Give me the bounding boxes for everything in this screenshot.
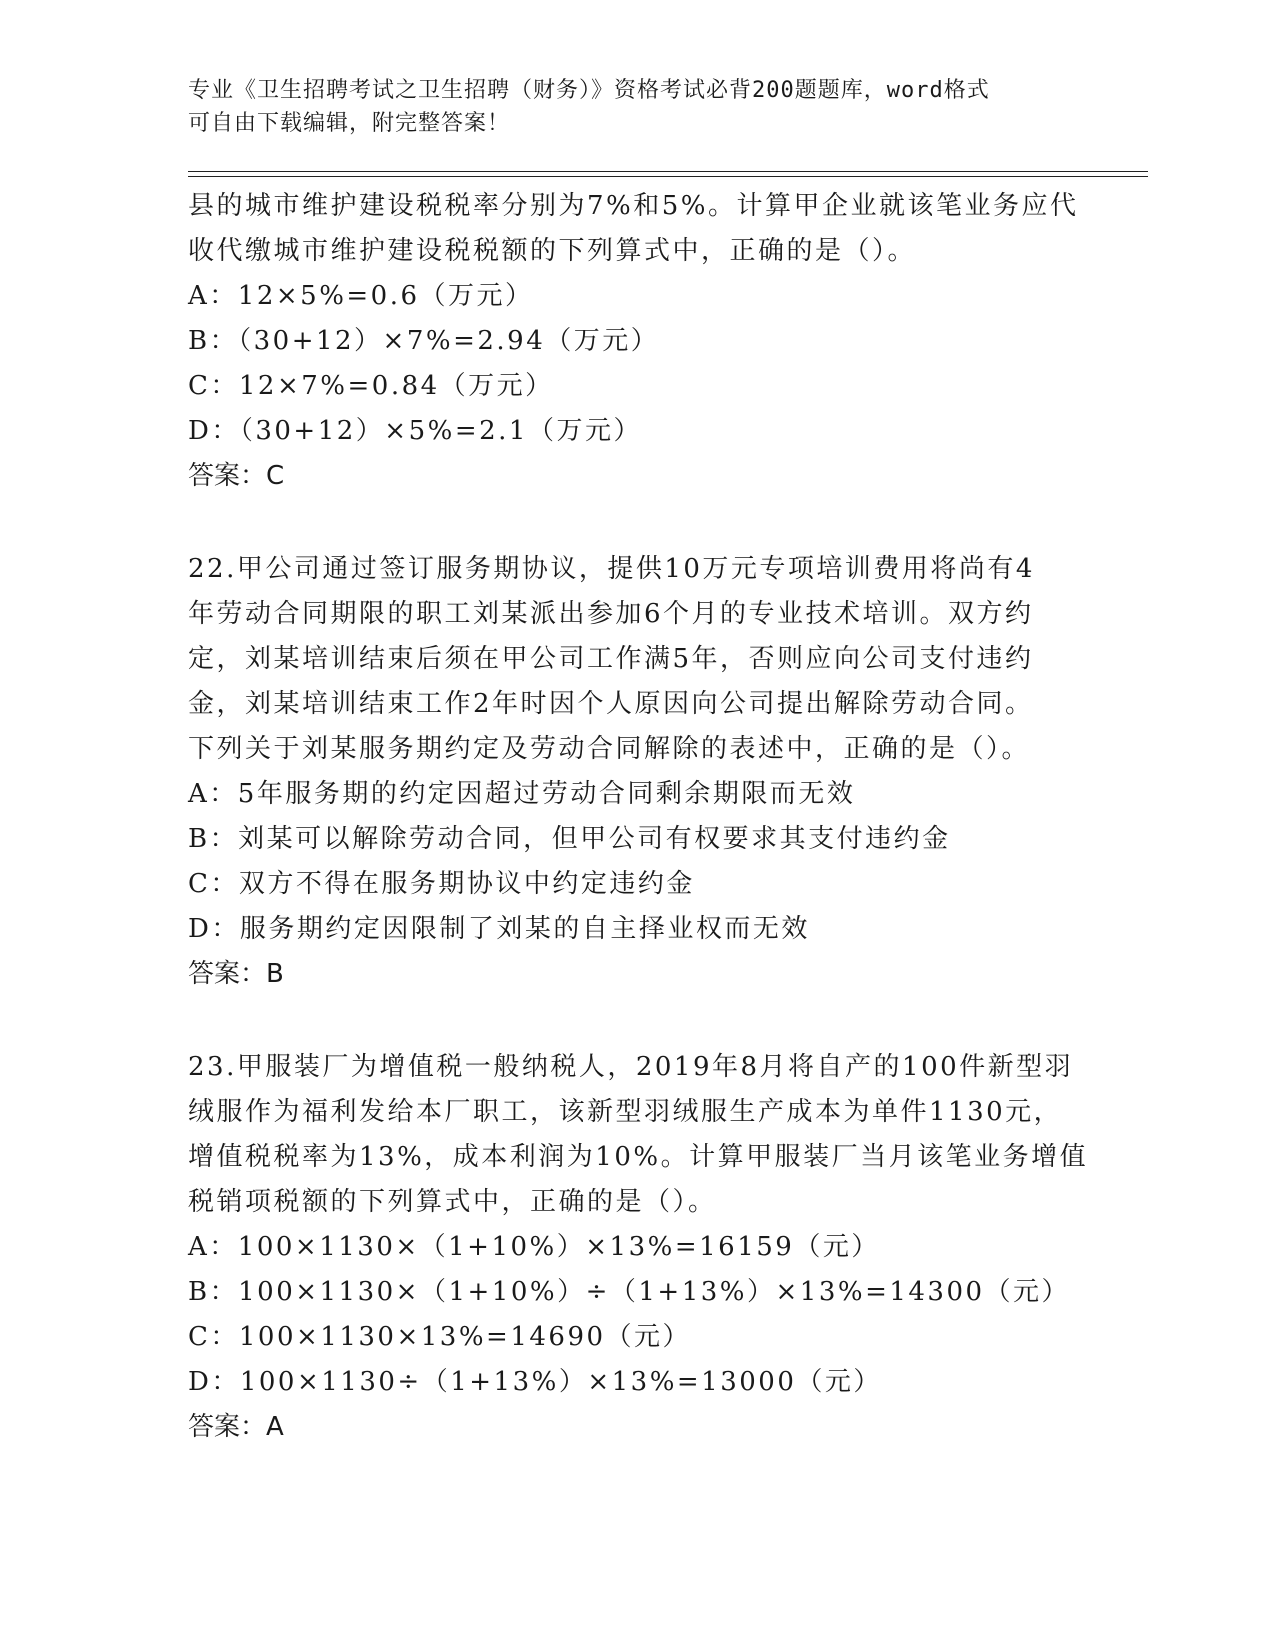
header-divider (188, 171, 1148, 172)
question-stem-line: 税销项税额的下列算式中，正确的是（）。 (188, 1187, 717, 1217)
question-block (188, 1045, 1088, 1450)
option-a: A：100×1130×（1+10%）×13%=16159（元） (188, 1232, 880, 1262)
answer-line (188, 454, 1088, 499)
question-list (188, 184, 1088, 1450)
option-c: C：100×1130×13%=14690（元） (188, 1322, 692, 1352)
option-c: C：双方不得在服务期协议中约定违约金 (188, 869, 695, 899)
question-block (188, 184, 1088, 499)
question-block (188, 547, 1088, 997)
option-d: D：服务期约定因限制了刘某的自主择业权而无效 (188, 914, 810, 944)
question-stem-line: 收代缴城市维护建设税税额的下列算式中，正确的是（）。 (188, 236, 917, 266)
option-b: B：100×1130×（1+10%）÷（1+13%）×13%=14300（元） (188, 1277, 1071, 1307)
option-b: B：（30+12）×7%=2.94（万元） (188, 326, 660, 356)
document-header (188, 74, 1088, 140)
answer-value: C (266, 461, 285, 491)
question-stem-line: 定，刘某培训结束后须在甲公司工作满5年，否则应向公司支付违约 (188, 644, 1034, 674)
answer-label: 答案： (188, 461, 267, 491)
answer-line (188, 952, 1088, 997)
question-stem-line: 县的城市维护建设税税率分别为7%和5%。计算甲企业就该笔业务应代 (188, 191, 1079, 221)
question-stem-line: 22.甲公司通过签订服务期协议，提供10万元专项培训费用将尚有4 (188, 554, 1035, 584)
answer-label: 答案： (188, 959, 267, 989)
answer-line (188, 1405, 1088, 1450)
header-divider (188, 176, 1148, 177)
option-d: D：100×1130÷（1+13%）×13%=13000（元） (188, 1367, 882, 1397)
option-a: A：5年服务期的约定因超过劳动合同剩余期限而无效 (188, 779, 856, 809)
option-d: D：（30+12）×5%=2.1（万元） (188, 416, 642, 446)
option-b: B：刘某可以解除劳动合同，但甲公司有权要求其支付违约金 (188, 824, 951, 854)
question-stem-line: 金，刘某培训结束工作2年时因个人原因向公司提出解除劳动合同。 (188, 689, 1034, 719)
question-stem-line: 23.甲服装厂为增值税一般纳税人，2019年8月将自产的100件新型羽 (188, 1052, 1074, 1082)
answer-value: B (266, 959, 284, 989)
answer-label: 答案： (188, 1412, 267, 1442)
question-stem-line: 下列关于刘某服务期约定及劳动合同解除的表述中，正确的是（）。 (188, 734, 1031, 764)
answer-value: A (266, 1412, 284, 1442)
header-title-line-1: 专业《卫生招聘考试之卫生招聘（财务）》资格考试必背200题题库，word格式 (188, 78, 990, 103)
question-stem-line: 绒服作为福利发给本厂职工，该新型羽绒服生产成本为单件1130元， (188, 1097, 1063, 1127)
option-c: C：12×7%=0.84（万元） (188, 371, 554, 401)
option-a: A：12×5%=0.6（万元） (188, 281, 534, 311)
question-stem-line: 增值税税率为13%，成本利润为10%。计算甲服装厂当月该笔业务增值 (188, 1142, 1089, 1172)
question-stem-line: 年劳动合同期限的职工刘某派出参加6个月的专业技术培训。双方约 (188, 599, 1034, 629)
header-title-line-2: 可自由下载编辑，附完整答案！ (188, 111, 511, 136)
